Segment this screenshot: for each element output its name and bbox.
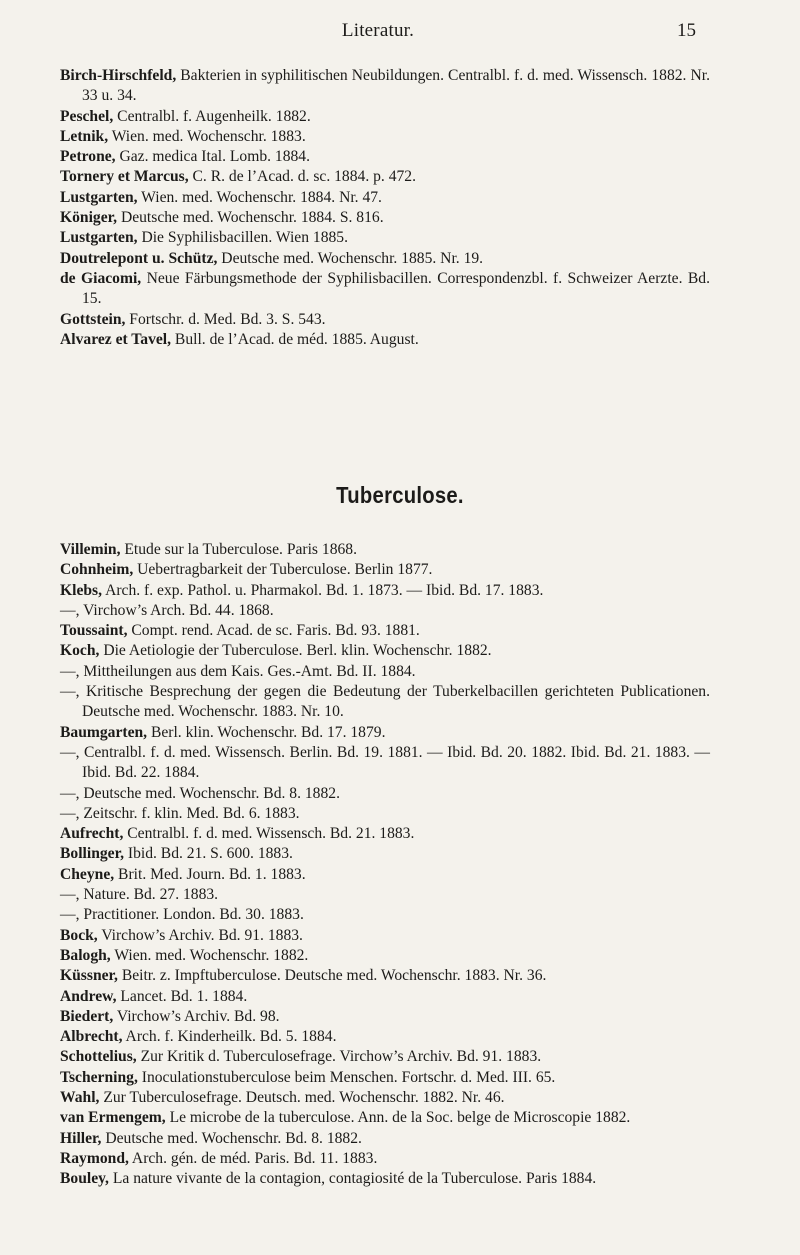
reference-author: Schottelius, bbox=[60, 1048, 137, 1066]
reference-text: Lancet. Bd. 1. 1884. bbox=[116, 987, 248, 1005]
reference-entry bbox=[60, 824, 710, 844]
reference-author: Alvarez et Tavel, bbox=[60, 330, 172, 348]
reference-author: Petrone, bbox=[60, 148, 116, 166]
reference-entry bbox=[60, 167, 710, 187]
reference-text: Ibid. Bd. 21. S. 600. 1883. bbox=[123, 845, 293, 863]
reference-author: Bock, bbox=[60, 926, 98, 944]
reference-author: Bouley, bbox=[60, 1170, 109, 1188]
reference-text: Inoculationstuberculose beim Menschen. Fortschr. d. Med. III. 65. bbox=[137, 1068, 556, 1086]
reference-entry bbox=[60, 905, 710, 925]
reference-entry bbox=[60, 1027, 710, 1047]
reference-text: C. R. de l’Acad. d. sc. 1884. p. 472. bbox=[188, 168, 417, 186]
reference-text: Centralbl. f. d. med. Wissensch. Bd. 21. 1883. bbox=[123, 825, 415, 843]
reference-author: Raymond, bbox=[60, 1149, 129, 1167]
reference-author: de Giacomi, bbox=[60, 269, 142, 287]
reference-entry bbox=[60, 641, 710, 661]
reference-author: Cheyne, bbox=[60, 865, 115, 883]
reference-entry bbox=[60, 188, 710, 208]
reference-entry bbox=[60, 127, 710, 147]
reference-entry bbox=[60, 310, 710, 330]
reference-text: Gaz. medica Ital. Lomb. 1884. bbox=[115, 148, 311, 166]
reference-text: —, Kritische Besprechung der gegen die Bedeutung der Tuberkelbacillen gerichteten Publicationen. Deutsche med. Wochenschr. 1883. Nr. 10. bbox=[60, 683, 710, 721]
section-heading: Tuberculose. bbox=[336, 482, 464, 508]
reference-text: Berl. klin. Wochenschr. Bd. 17. 1879. bbox=[147, 723, 386, 741]
reference-author: Biedert, bbox=[60, 1007, 114, 1025]
reference-entry bbox=[60, 1007, 710, 1027]
reference-text: Fortschr. d. Med. Bd. 3. S. 543. bbox=[125, 310, 326, 328]
reference-entry bbox=[60, 330, 710, 350]
reference-author: Balogh, bbox=[60, 946, 111, 964]
reference-author: Küssner, bbox=[60, 967, 118, 985]
reference-author: Klebs, bbox=[60, 581, 103, 599]
reference-author: Gottstein, bbox=[60, 310, 126, 328]
reference-author: Villemin, bbox=[60, 541, 121, 558]
reference-text: Centralbl. f. Augenheilk. 1882. bbox=[113, 107, 311, 125]
reference-text: —, Mittheilungen aus dem Kais. Ges.-Amt. Bd. II. 1884. bbox=[60, 662, 416, 680]
reference-entry bbox=[60, 228, 710, 248]
reference-entry bbox=[60, 987, 710, 1007]
reference-text: —, Deutsche med. Wochenschr. Bd. 8. 1882. bbox=[60, 784, 340, 802]
reference-text: Le microbe de la tuberculose. Ann. de la Soc. belge de Microscopie 1882. bbox=[165, 1109, 631, 1127]
reference-entry bbox=[60, 662, 710, 682]
reference-entry bbox=[60, 926, 710, 946]
reference-entry bbox=[60, 1088, 710, 1108]
reference-entry bbox=[60, 682, 710, 723]
reference-entry bbox=[60, 1068, 710, 1088]
reference-entry bbox=[60, 601, 710, 621]
reference-author: Peschel, bbox=[60, 107, 114, 125]
running-title: Literatur. bbox=[341, 20, 415, 41]
reference-text: Brit. Med. Journ. Bd. 1. 1883. bbox=[114, 865, 306, 883]
reference-author: Cohnheim, bbox=[60, 561, 134, 579]
reference-text: Zur Tuberculosefrage. Deutsch. med. Wochenschr. 1882. Nr. 46. bbox=[99, 1089, 505, 1107]
reference-entry bbox=[60, 249, 710, 269]
reference-text: —, Zeitschr. f. klin. Med. Bd. 6. 1883. bbox=[60, 804, 300, 822]
reference-text: Neue Färbungsmethode der Syphilisbacillen. Correspondenzbl. f. Schweizer Aerzte. Bd. 15. bbox=[82, 269, 710, 308]
reference-entry bbox=[60, 1149, 710, 1169]
reference-text: Deutsche med. Wochenschr. Bd. 8. 1882. bbox=[101, 1129, 362, 1147]
reference-entry bbox=[60, 107, 710, 127]
reference-entry bbox=[60, 66, 710, 107]
reference-entry bbox=[60, 1108, 710, 1128]
reference-text: —, Virchow’s Arch. Bd. 44. 1868. bbox=[60, 601, 274, 619]
reference-author: Wahl, bbox=[60, 1089, 100, 1107]
reference-text: Bakterien in syphilitischen Neubildungen. Centralbl. f. d. med. Wissensch. 1882. Nr. 33 u. 34. bbox=[82, 67, 710, 105]
reference-text: —, Centralbl. f. d. med. Wissensch. Berlin. Bd. 19. 1881. — Ibid. Bd. 20. 1882. Ibid. Bd. 21. 1883. — Ibid. Bd. 22. 1884. bbox=[60, 743, 710, 782]
reference-text: Etude sur la Tuberculose. Paris 1868. bbox=[120, 541, 357, 558]
reference-author: Toussaint, bbox=[60, 622, 128, 640]
reference-entry bbox=[60, 208, 710, 228]
reference-entry bbox=[60, 865, 710, 885]
reference-entry bbox=[60, 621, 710, 641]
reference-text: Die Aetiologie der Tuberculose. Berl. klin. Wochenschr. 1882. bbox=[99, 642, 492, 660]
reference-author: van Ermengem, bbox=[60, 1109, 166, 1127]
reference-text: La nature vivante de la contagion, contagiosité de la Tuberculose. Paris 1884. bbox=[108, 1170, 597, 1188]
reference-text: Beitr. z. Impftuberculose. Deutsche med. Wochenschr. 1883. Nr. 36. bbox=[117, 967, 547, 985]
reference-entry bbox=[60, 147, 710, 167]
reference-text: —, Practitioner. London. Bd. 30. 1883. bbox=[60, 906, 304, 924]
reference-text: Wien. med. Wochenschr. 1884. Nr. 47. bbox=[137, 188, 382, 206]
reference-entry bbox=[60, 1169, 710, 1189]
reference-text: Virchow’s Archiv. Bd. 98. bbox=[113, 1007, 280, 1025]
reference-entry bbox=[60, 885, 710, 905]
running-head bbox=[60, 20, 696, 46]
reference-author: Bollinger, bbox=[60, 845, 124, 863]
reference-text: Arch. f. exp. Pathol. u. Pharmakol. Bd. 1. 1873. — Ibid. Bd. 17. 1883. bbox=[102, 581, 544, 599]
reference-author: Tornery et Marcus, bbox=[60, 168, 189, 186]
reference-entry bbox=[60, 723, 710, 743]
reference-entry bbox=[60, 540, 710, 560]
reference-entry bbox=[60, 269, 710, 310]
reference-entry bbox=[60, 844, 710, 864]
reference-author: Letnik, bbox=[60, 127, 109, 145]
reference-author: Königer, bbox=[60, 209, 118, 227]
reference-text: Compt. rend. Acad. de sc. Faris. Bd. 93. 1881. bbox=[127, 622, 420, 640]
reference-text: Arch. gén. de méd. Paris. Bd. 11. 1883. bbox=[128, 1149, 378, 1167]
reference-author: Doutrelepont u. Schütz, bbox=[60, 249, 218, 267]
reference-text: Bull. de l’Acad. de méd. 1885. August. bbox=[171, 330, 419, 348]
reference-text: Wien. med. Wochenschr. 1882. bbox=[110, 946, 309, 964]
reference-author: Aufrecht, bbox=[60, 825, 124, 843]
reference-author: Baumgarten, bbox=[60, 723, 148, 741]
reference-entry bbox=[60, 560, 710, 580]
reference-text: Deutsche med. Wochenschr. 1885. Nr. 19. bbox=[217, 249, 484, 267]
bibliography-list-syphilis bbox=[60, 66, 710, 350]
reference-text: Wien. med. Wochenschr. 1883. bbox=[108, 127, 306, 145]
reference-author: Koch, bbox=[60, 642, 100, 660]
reference-entry bbox=[60, 966, 710, 986]
reference-text: Die Syphilisbacillen. Wien 1885. bbox=[137, 229, 348, 247]
reference-text: —, Nature. Bd. 27. 1883. bbox=[60, 886, 219, 904]
page-number: 15 bbox=[677, 20, 696, 41]
reference-entry bbox=[60, 743, 710, 784]
reference-author: Lustgarten, bbox=[60, 188, 138, 206]
reference-entry bbox=[60, 946, 710, 966]
reference-text: Virchow’s Archiv. Bd. 91. 1883. bbox=[97, 926, 303, 944]
reference-author: Lustgarten, bbox=[60, 229, 138, 247]
reference-author: Birch-Hirschfeld, bbox=[60, 67, 177, 84]
reference-author: Hiller, bbox=[60, 1129, 102, 1147]
reference-author: Albrecht, bbox=[60, 1028, 123, 1046]
reference-entry bbox=[60, 784, 710, 804]
reference-entry bbox=[60, 1047, 710, 1067]
reference-entry bbox=[60, 804, 710, 824]
reference-text: Uebertragbarkeit der Tuberculose. Berlin 1877. bbox=[133, 561, 433, 579]
reference-entry bbox=[60, 1129, 710, 1149]
reference-entry bbox=[60, 581, 710, 601]
reference-author: Tscherning, bbox=[60, 1068, 138, 1086]
reference-text: Zur Kritik d. Tuberculosefrage. Virchow’s Archiv. Bd. 91. 1883. bbox=[136, 1048, 542, 1066]
reference-text: Deutsche med. Wochenschr. 1884. S. 816. bbox=[117, 209, 384, 227]
bibliography-list-tuberculose bbox=[60, 540, 710, 1190]
reference-text: Arch. f. Kinderheilk. Bd. 5. 1884. bbox=[122, 1028, 337, 1046]
reference-author: Andrew, bbox=[60, 987, 117, 1005]
